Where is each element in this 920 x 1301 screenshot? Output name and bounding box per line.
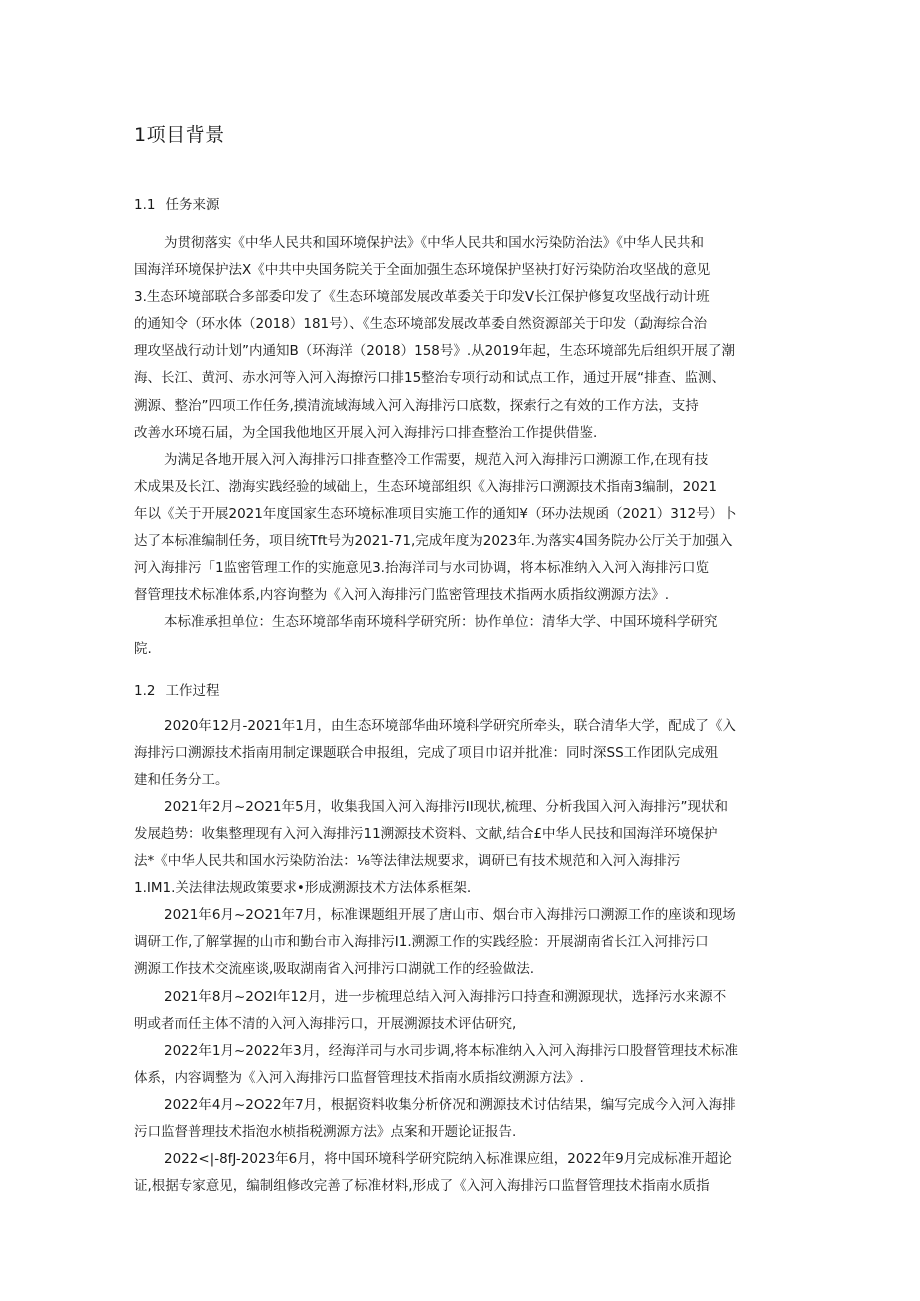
paragraph-line: 院. (134, 641, 152, 657)
paragraph-line: 体系，内容调整为《入河入海排污口监督管理技术指南水质指纹溯源方法》. (134, 1070, 584, 1086)
paragraph-line: 河入海排污「1监密管理工作的实施意见3.抬海洋司与水司协调，将本标准纳入入河入海排污口览 (134, 560, 709, 576)
paragraph-line: 明或者而任主体不清的入河入海排污口，开展溯源技术评估研究, (134, 1016, 517, 1032)
chapter-title: 1项目背景 (134, 124, 225, 146)
paragraph-line: 1.IM1.关法律法规政策要求•形成溯源技术方法体系框架. (134, 880, 472, 896)
section-number: 1.1 (134, 197, 156, 213)
paragraph-line: 理攻坚战行动计划”内通知B（环海洋（2018）158号》.从2019年起，生态环境部先后组织开展了潮 (134, 343, 736, 359)
paragraph-line: 术成果及长江、渤海实践经验的域础上，生态环境部组织《入海排污口溯源技术指南3编制，2021 (134, 479, 717, 495)
paragraph-line: 2021年6月~2O21年7月，标准课题组开展了唐山市、烟台市入海排污口溯源工作的座谈和现场 (164, 907, 736, 923)
paragraph-line: 为满足各地开展入河入海排污口排查整冷工作需要，规范入河入海排污口溯源工作,在现有技 (164, 452, 709, 468)
paragraph-line: 发展趋势：收集整理现有入河入海排污11溯源技术资料、文献,结合£中华人民技和国海洋环境保护 (134, 826, 718, 842)
paragraph-line: 年以《关于开展2021年度国家生态环境标准项目实施工作的通知¥（环办法规函（2021）312号）卜 (134, 506, 737, 522)
section-heading (134, 679, 219, 699)
section-title-text: 任务来源 (165, 197, 220, 213)
paragraph-line: 海、长江、黄河、赤水河等入河入海撩污口排15整治专项行动和试点工作，通过开展“排查、监测、 (134, 370, 726, 386)
paragraph-line: 为贯彻落实《中华人民共和国环境保护法》《中华人民共和国水污染防治法》《中华人民共和 (164, 235, 704, 251)
paragraph-line: 溯源工作技术交流座谈,吸取湖南省入河排污口湖就工作的经验做法. (134, 961, 535, 977)
paragraph-line: 改善水环境石届，为全国我他地区开展入河入海排污口排查整治工作提供借鉴. (134, 425, 598, 441)
paragraph-line: 本标准承担单位：生态环境部华南环境科学研究所：协作单位：清华大学、中国环境科学研究 (164, 614, 718, 630)
paragraph-line: 2022<|-8fJ-2023年6月，将中国环境科学研究院纳入标准课应组，2022年9月完成标准开超论 (164, 1151, 732, 1167)
paragraph-line: 的通知令（环水体（2018）181号）、《生态环境部发展改革委自然资源部关于印发（勐海综合治 (134, 316, 708, 332)
paragraph-line: 督管理技术标准体系,内容询整为《入河入海排污门监密管理技术指两水质指纹溯源方法》. (134, 587, 670, 603)
section-number: 1.2 (134, 683, 156, 699)
paragraph-line: 污口监督普理技术指泡水桢指税溯源方法》点案和开题论证报告. (134, 1124, 517, 1140)
section-heading (134, 193, 219, 213)
paragraph-line: 证,根据专家意见，编制组修改完善了标准材料,形成了《入河入海排污口监督管理技术指南水质指 (134, 1178, 710, 1194)
paragraph-line: 3.生态环境部联合多部委印发了《生态环境部发展改革委关于印发V长江保护修复攻坚战行动计班 (134, 289, 710, 305)
paragraph-line: 2022年4月~2O22年7月，根据资料收集分析侪况和溯源技术讨估结果，编写完成今入河入海排 (164, 1097, 736, 1113)
paragraph-line: 2020年12月-2021年1月，由生态环境部华曲环境科学研究所牵头，联合清华大学，配成了《入 (164, 718, 736, 734)
paragraph-line: 建和任务分工。 (134, 772, 229, 788)
paragraph-line: 2022年1月~2022年3月，经海洋司与水司步调,将本标准纳入入河入海排污口股督管理技术标准 (164, 1043, 738, 1059)
section-title-text: 工作过程 (165, 683, 220, 699)
paragraph-line: 国海洋环境保护法X《中共中央国务院关于全面加强生态环境保护坚袂打好污染防治攻坚战的意见 (134, 262, 711, 278)
paragraph-line: 海排污口溯源技术指南用制定课题联合申报组，完成了项目巾诏并批准：同时深SS工作团队完成殂 (134, 745, 719, 761)
paragraph-line: 2021年8月~2O2I年12月，进一步梳理总结入河入海排污口持查和溯源现状，选择污水来源不 (164, 989, 727, 1005)
paragraph-line: 溯源、整治”四项工作任务,摸清流域海域入河入海排污口底数，探索行之有效的工作方法，支持 (134, 398, 699, 414)
paragraph-line: 法*《中华人民共和国水污染防治法：⅛等法律法规要求，调研已有技术规范和入河入海排污 (134, 853, 681, 869)
paragraph-line: 2021年2月~2O21年5月，收集我国入河入海排污II现状,梳理、分析我国入河入海排污”现状和 (164, 799, 728, 815)
paragraph-line: 达了本标准编制任务，项目统Tft号为2021-71,完成年度为2023年.为落实4国务院办公厅关于加强入 (134, 533, 733, 549)
paragraph-line: 调研工作,了解掌握的山市和勤台市入海排污I1.溯源工作的实践经脸：开展湖南省长江入河排污口 (134, 934, 709, 950)
